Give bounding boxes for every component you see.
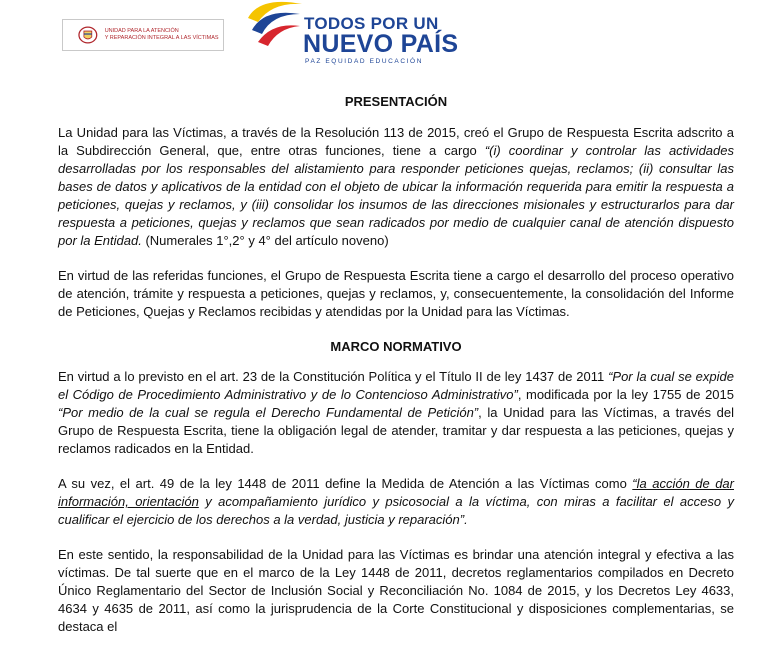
p3-text-c: , modificada por la ley 1755 de 2015 [517,387,734,402]
p4-quote-underlined: “la acción de dar información, orientación [58,476,734,509]
entity-name-line2: Y REPARACIÓN INTEGRAL A LAS VÍCTIMAS [104,35,219,41]
p4-quote-rest: y acompañamiento jurídico y psicosocial a la víctima, con miras a facilitar el acceso y cualificar el ejercicio de los derechos a la verdad, justicia y reparación”. [58,494,734,527]
paragraph-marco-1 [58,368,734,458]
p3-quote-1: “Por la cual se expide el Código de Procedimiento Administrativo y de lo Contencioso Administrativo” [58,369,734,402]
brand-title-line1: TODOS POR UN [304,14,439,33]
brand-swoosh-icon [242,0,304,60]
entity-name [105,28,223,42]
paragraph-marco-2 [58,475,734,529]
section-title-presentacion: PRESENTACIÓN [344,94,448,109]
p1-text-c: (Numerales 1°,2° y 4° del artículo noveno) [141,233,389,248]
government-brand-logo [242,0,459,72]
p3-text-a: En virtud a lo previsto en el art. 23 de la Constitución Política y el Título II de ley 1437 de 2011 [58,369,609,384]
paragraph-presentacion-1 [58,124,734,250]
entity-logo [62,19,224,51]
paragraph-marco-3: En este sentido, la responsabilidad de la Unidad para las Víctimas es brindar una atención integral y efectiva a las víctimas. De tal suerte que en el marco de la Ley 1448 de 2011, decretos reglamentarios compilados en Decreto Único Reglamentario del Sector de Inclusión Social y Reconciliación No. 1084 de 2015, y los Decretos Ley 4633, 4634 y 4635 de 2011, así como la jurisprudencia de la Corte Constitucional y disposiciones complementarias, se destaca el [58,547,734,634]
p1-text-a: La Unidad para las Víctimas, a través de la Resolución 113 de 2015, creó el Grupo de Respuesta Escrita adscrito a la Subdirección General, que, entre otras funciones, tiene a cargo [58,125,734,158]
document-body [58,93,734,653]
p1-quote: “(i) coordinar y controlar las actividades desarrolladas por los responsables del alistamiento para responder peticiones quejas, reclamos; (ii) consultar las bases de datos y aplicativos de la entidad con el objeto de ubicar la información requerida para emitir la respuesta a peticiones, quejas y reclamos, y (iii) consolidar los insumos de las direcciones misionales y estructurarlos para dar respuesta a peticiones, quejas y reclamos que sean radicados por medio de cualquier canal de atención dispuesto por la Entidad. [58,143,734,248]
p4-text-a: A su vez, el art. 49 de la ley 1448 de 2011 define la Medida de Atención a las Víctimas como [58,476,633,491]
colombia-shield-icon [77,24,99,46]
entity-name-line1: UNIDAD PARA LA ATENCIÓN [104,28,179,34]
document-header [0,0,780,75]
brand-title-line2: NUEVO PAÍS [303,30,459,58]
p3-text-e: , la Unidad para las Víctimas, a través del Grupo de Respuesta Escrita, tiene la obligación legal de atender, tramitar y dar respuesta a las peticiones, quejas y reclamos radicados en la Entidad. [58,405,735,456]
brand-tagline: PAZ EQUIDAD EDUCACIÓN [305,58,423,65]
paragraph-presentacion-2: En virtud de las referidas funciones, el Grupo de Respuesta Escrita tiene a cargo el desarrollo del proceso operativo de atención, trámite y respuesta a peticiones, quejas y reclamos, y, consecuentemente, la consolidación del Informe de Peticiones, Quejas y Reclamos recibidas y atendidas por la Unidad para las Víctimas. [58,268,734,319]
p3-quote-2: “Por medio de la cual se regula el Derecho Fundamental de Petición” [58,405,479,420]
section-title-marco-normativo: MARCO NORMATIVO [330,339,462,354]
